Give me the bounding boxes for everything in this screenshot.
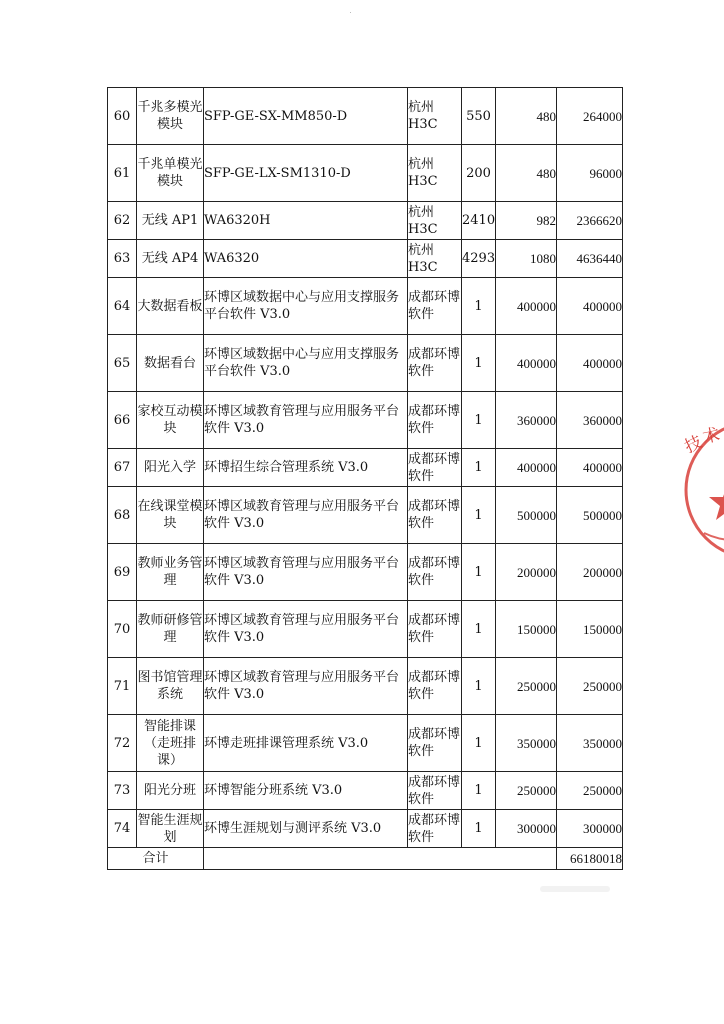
scan-smudge xyxy=(540,886,610,892)
quantity: 200 xyxy=(462,145,496,202)
table-row xyxy=(108,202,623,240)
row-index: 60 xyxy=(108,88,137,145)
manufacturer: 成都环博软件 xyxy=(408,335,462,392)
row-index: 64 xyxy=(108,278,137,335)
line-total: 96000 xyxy=(557,145,623,202)
line-total: 400000 xyxy=(557,335,623,392)
model-spec: WA6320H xyxy=(204,202,408,240)
quantity: 550 xyxy=(462,88,496,145)
item-name: 无线 AP1 xyxy=(137,202,204,240)
line-total: 250000 xyxy=(557,772,623,810)
model-spec: 环博招生综合管理系统 V3.0 xyxy=(204,449,408,487)
svg-text:技: 技 xyxy=(681,432,706,458)
manufacturer: 成都环博软件 xyxy=(408,715,462,772)
line-total: 350000 xyxy=(557,715,623,772)
row-index: 68 xyxy=(108,487,137,544)
unit-price: 982 xyxy=(496,202,557,240)
item-name: 无线 AP4 xyxy=(137,240,204,278)
table-row xyxy=(108,392,623,449)
table-row xyxy=(108,544,623,601)
model-spec: WA6320 xyxy=(204,240,408,278)
table-row xyxy=(108,335,623,392)
quantity: 1 xyxy=(462,449,496,487)
unit-price: 480 xyxy=(496,145,557,202)
unit-price: 250000 xyxy=(496,772,557,810)
line-total: 264000 xyxy=(557,88,623,145)
row-index: 71 xyxy=(108,658,137,715)
table-row xyxy=(108,715,623,772)
grand-total: 66180018 xyxy=(557,848,623,870)
item-name: 数据看台 xyxy=(137,335,204,392)
manufacturer: 杭州H3C xyxy=(408,240,462,278)
table-row xyxy=(108,88,623,145)
model-spec: 环博生涯规划与测评系统 V3.0 xyxy=(204,810,408,848)
row-index: 73 xyxy=(108,772,137,810)
total-spacer xyxy=(204,848,557,870)
item-name: 大数据看板 xyxy=(137,278,204,335)
unit-price: 360000 xyxy=(496,392,557,449)
row-index: 65 xyxy=(108,335,137,392)
manufacturer: 杭州H3C xyxy=(408,145,462,202)
line-total: 200000 xyxy=(557,544,623,601)
item-name: 教师研修管理 xyxy=(137,601,204,658)
unit-price: 400000 xyxy=(496,449,557,487)
manufacturer: 成都环博软件 xyxy=(408,278,462,335)
svg-text:术: 术 xyxy=(700,424,722,448)
quantity: 1 xyxy=(462,335,496,392)
row-index: 63 xyxy=(108,240,137,278)
unit-price: 150000 xyxy=(496,601,557,658)
row-index: 74 xyxy=(108,810,137,848)
line-total: 250000 xyxy=(557,658,623,715)
item-name: 智能排课（走班排课） xyxy=(137,715,204,772)
item-name: 千兆多模光模块 xyxy=(137,88,204,145)
manufacturer: 杭州H3C xyxy=(408,202,462,240)
table-row xyxy=(108,810,623,848)
unit-price: 400000 xyxy=(496,335,557,392)
unit-price: 480 xyxy=(496,88,557,145)
manufacturer: 成都环博软件 xyxy=(408,544,462,601)
unit-price: 200000 xyxy=(496,544,557,601)
model-spec: 环博区域教育管理与应用服务平台软件 V3.0 xyxy=(204,658,408,715)
quantity: 1 xyxy=(462,810,496,848)
table-row xyxy=(108,601,623,658)
row-index: 66 xyxy=(108,392,137,449)
manufacturer: 成都环博软件 xyxy=(408,601,462,658)
item-name: 阳光分班 xyxy=(137,772,204,810)
line-total: 4636440 xyxy=(557,240,623,278)
model-spec: SFP-GE-SX-MM850-D xyxy=(204,88,408,145)
table-row xyxy=(108,240,623,278)
manufacturer: 成都环博软件 xyxy=(408,810,462,848)
scan-speck xyxy=(350,12,351,13)
row-index: 67 xyxy=(108,449,137,487)
quantity: 1 xyxy=(462,392,496,449)
line-total: 2366620 xyxy=(557,202,623,240)
unit-price: 300000 xyxy=(496,810,557,848)
item-name: 智能生涯规划 xyxy=(137,810,204,848)
model-spec: 环博区域教育管理与应用服务平台软件 V3.0 xyxy=(204,392,408,449)
unit-price: 1080 xyxy=(496,240,557,278)
quantity: 1 xyxy=(462,715,496,772)
item-name: 图书馆管理系统 xyxy=(137,658,204,715)
line-total: 300000 xyxy=(557,810,623,848)
price-list-table xyxy=(107,87,623,870)
unit-price: 350000 xyxy=(496,715,557,772)
line-total: 500000 xyxy=(557,487,623,544)
table-body xyxy=(108,88,623,848)
total-label: 合计 xyxy=(108,848,204,870)
model-spec: 环博区域教育管理与应用服务平台软件 V3.0 xyxy=(204,544,408,601)
table-row xyxy=(108,487,623,544)
item-name: 阳光入学 xyxy=(137,449,204,487)
item-name: 在线课堂模块 xyxy=(137,487,204,544)
manufacturer: 成都环博软件 xyxy=(408,487,462,544)
model-spec: 环博智能分班系统 V3.0 xyxy=(204,772,408,810)
unit-price: 500000 xyxy=(496,487,557,544)
row-index: 61 xyxy=(108,145,137,202)
quantity: 1 xyxy=(462,658,496,715)
model-spec: SFP-GE-LX-SM1310-D xyxy=(204,145,408,202)
manufacturer: 成都环博软件 xyxy=(408,449,462,487)
unit-price: 400000 xyxy=(496,278,557,335)
total-row xyxy=(108,848,623,870)
manufacturer: 成都环博软件 xyxy=(408,772,462,810)
company-seal-stamp xyxy=(674,415,724,565)
line-total: 360000 xyxy=(557,392,623,449)
model-spec: 环博区域教育管理与应用服务平台软件 V3.0 xyxy=(204,487,408,544)
table-row xyxy=(108,449,623,487)
item-name: 家校互动模块 xyxy=(137,392,204,449)
table-row xyxy=(108,658,623,715)
line-total: 400000 xyxy=(557,449,623,487)
row-index: 70 xyxy=(108,601,137,658)
table-row xyxy=(108,772,623,810)
quantity: 1 xyxy=(462,487,496,544)
table-row xyxy=(108,278,623,335)
quantity: 4293 xyxy=(462,240,496,278)
row-index: 72 xyxy=(108,715,137,772)
item-name: 教师业务管理 xyxy=(137,544,204,601)
line-total: 400000 xyxy=(557,278,623,335)
quantity: 1 xyxy=(462,601,496,658)
line-total: 150000 xyxy=(557,601,623,658)
manufacturer: 成都环博软件 xyxy=(408,392,462,449)
quantity: 1 xyxy=(462,772,496,810)
quantity: 2410 xyxy=(462,202,496,240)
table-row xyxy=(108,145,623,202)
row-index: 62 xyxy=(108,202,137,240)
manufacturer: 杭州H3C xyxy=(408,88,462,145)
row-index: 69 xyxy=(108,544,137,601)
model-spec: 环博走班排课管理系统 V3.0 xyxy=(204,715,408,772)
model-spec: 环博区域教育管理与应用服务平台软件 V3.0 xyxy=(204,601,408,658)
manufacturer: 成都环博软件 xyxy=(408,658,462,715)
unit-price: 250000 xyxy=(496,658,557,715)
model-spec: 环博区域数据中心与应用支撑服务平台软件 V3.0 xyxy=(204,278,408,335)
model-spec: 环博区域数据中心与应用支撑服务平台软件 V3.0 xyxy=(204,335,408,392)
item-name: 千兆单模光模块 xyxy=(137,145,204,202)
quantity: 1 xyxy=(462,544,496,601)
quantity: 1 xyxy=(462,278,496,335)
